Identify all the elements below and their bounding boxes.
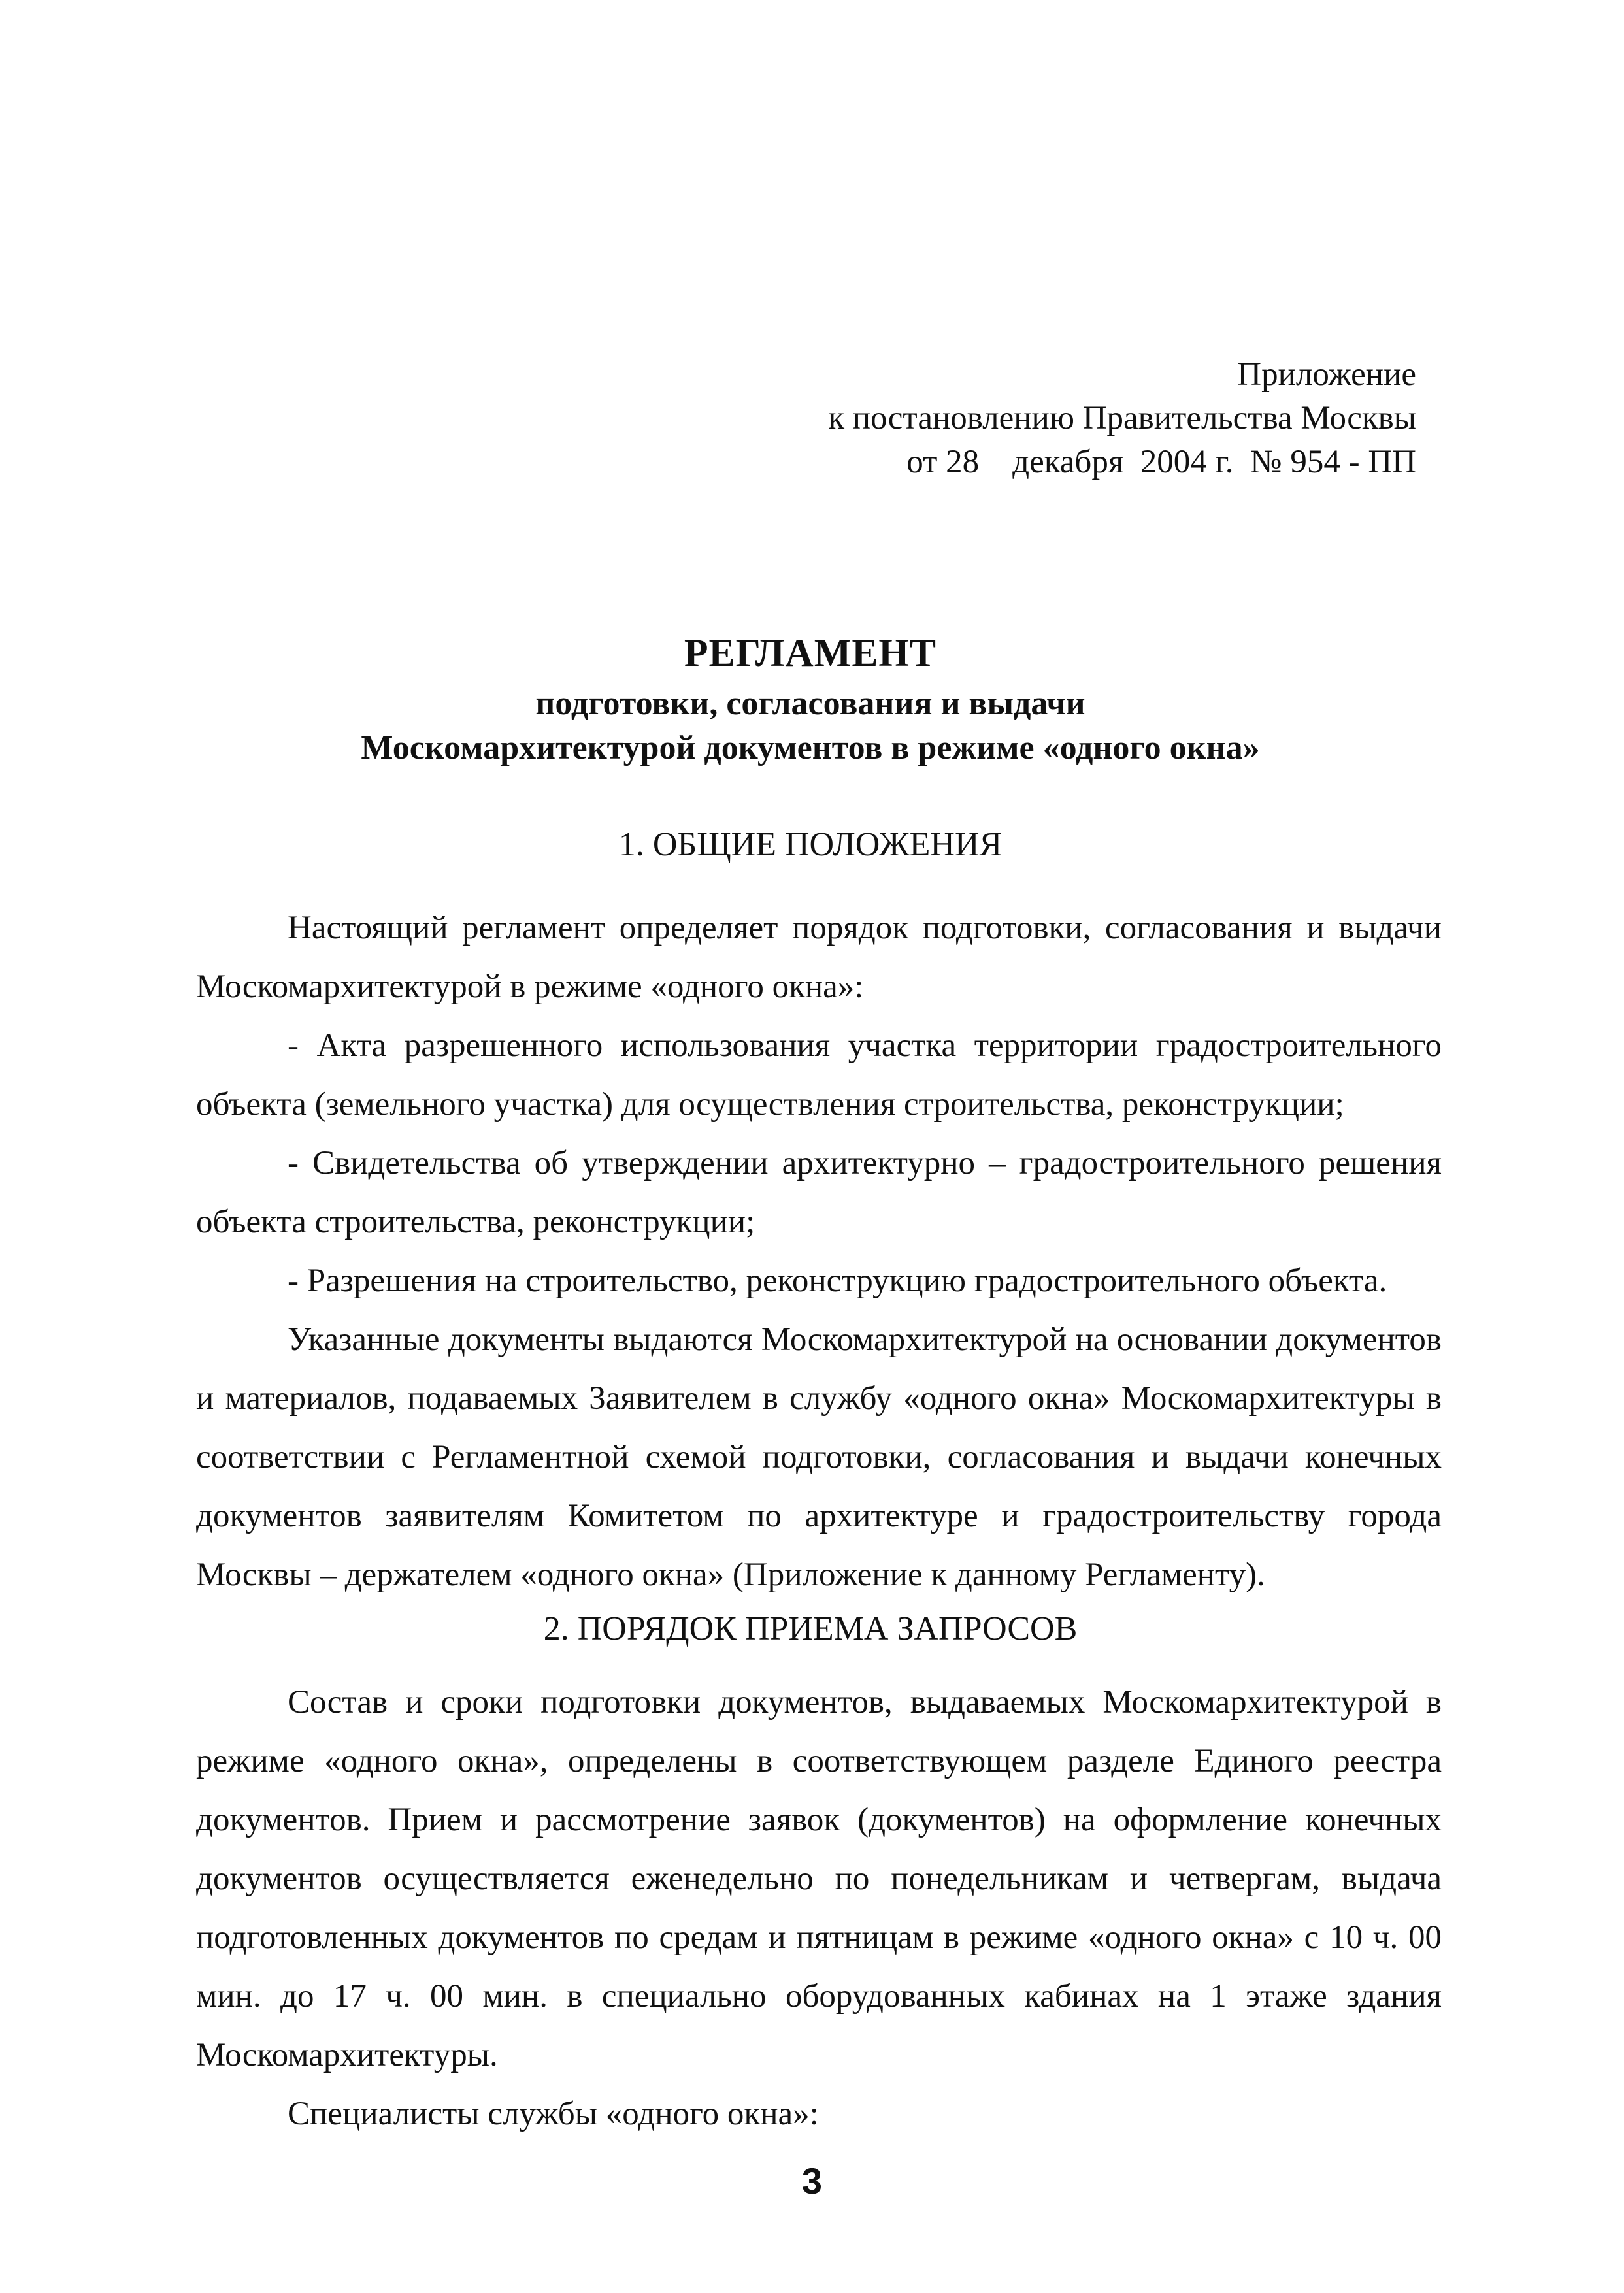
paragraph: Указанные документы выдаются Москомархитектурой на основании документов и материалов, подаваемых Заявителем в службу «одного окна» Москомархитектуры в соответствии с Регламентной схемой подготовки, согласования и выдачи конечных документов заявителям Комитетом по архитектуре и градостроительству города Москвы – держателем «одного окна» (Приложение к данному Регламенту). [196, 1321, 1442, 1593]
section-2-heading: 2. ПОРЯДОК ПРИЕМА ЗАПРОСОВ [543, 1610, 1078, 1647]
paragraph: Настоящий регламент определяет порядок подготовки, согласования и выдачи Москомархитектурой в режиме «одного окна»: [196, 910, 1442, 1005]
title-subtitle-1: подготовки, согласования и выдачи [535, 685, 1085, 722]
list-item: - Свидетельства об утверждении архитектурно – градостроительного решения объекта строительства, реконструкции; [196, 1145, 1442, 1240]
appendix-decree: к постановлению Правительства Москвы [828, 400, 1416, 437]
title-main: РЕГЛАМЕНТ [684, 631, 937, 674]
list-item: - Разрешения на строительство, реконструкцию градостроительного объекта. [288, 1262, 1387, 1299]
section-1-body [196, 899, 1442, 1604]
appendix-date-number: от 28 декабря 2004 г. № 954 - ПП [906, 444, 1416, 480]
paragraph: Состав и сроки подготовки документов, выдаваемых Москомархитектурой в режиме «одного окна», определены в соответствующем разделе Единого реестра документов. Прием и рассмотрение заявок (документов) на оформление конечных документов осуществляется еженедельно по понедельникам и четвергам, выдача подготовленных документов по средам и пятницам в режиме «одного окна» с 10 ч. 00 мин. до 17 ч. 00 мин. в специально оборудованных кабинах на 1 этаже здания Москомархитектуры. [196, 1684, 1442, 2073]
title-subtitle-2: Москомархитектурой документов в режиме «одного окна» [361, 729, 1260, 767]
section-1-heading: 1. ОБЩИЕ ПОЛОЖЕНИЯ [618, 826, 1003, 863]
page-number: 3 [801, 2160, 823, 2202]
document-title [196, 624, 1425, 770]
appendix-label: Приложение [1237, 356, 1416, 393]
section-2-body [196, 1673, 1442, 2143]
appendix-reference [828, 353, 1416, 484]
list-item: - Акта разрешенного использования участка территории градостроительного объекта (земельного участка) для осуществления строительства, реконструкции; [196, 1027, 1442, 1123]
paragraph: Специалисты службы «одного окна»: [288, 2096, 819, 2132]
